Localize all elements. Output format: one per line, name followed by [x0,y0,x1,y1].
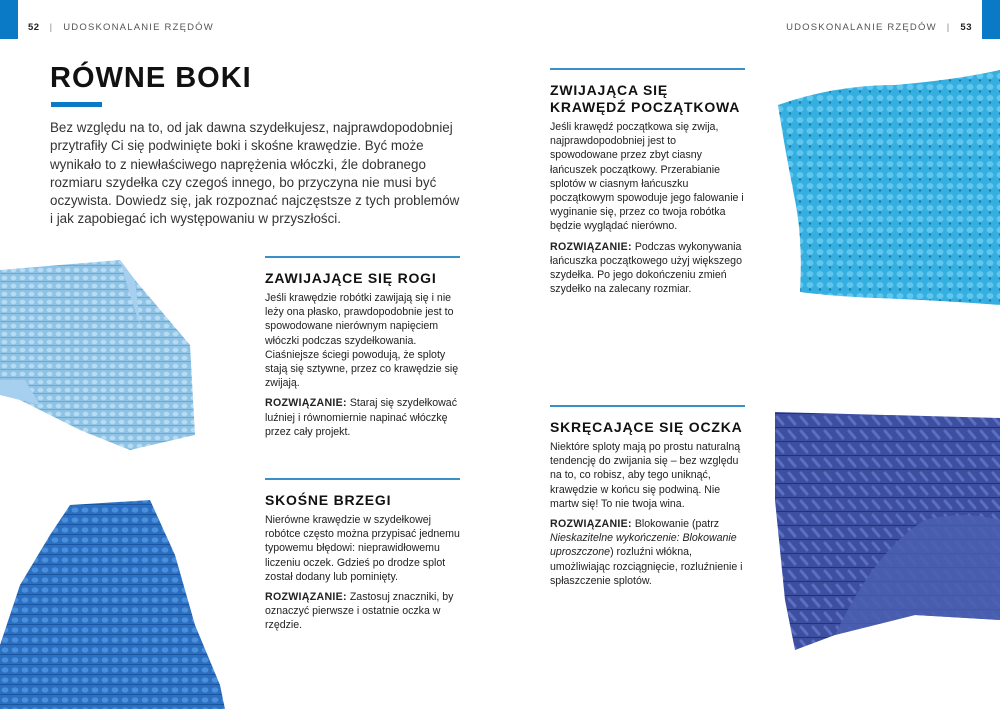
solution-label: ROZWIĄZANIE: [550,240,632,253]
solution-text-prefix: Blokowanie (patrz [634,518,720,531]
solution-paragraph [265,396,460,439]
section-curling-foundation-edge [550,68,745,302]
solution-text: Staraj się szydełkować luźniej i równomiernie napinać włóczkę przez cały projekt. [265,397,457,438]
section-curling-corners [265,256,460,445]
separator: | [946,22,951,33]
left-running-title: UDOSKONALANIE RZĘDÓW [63,22,214,33]
solution-label: ROZWIĄZANIE: [550,518,632,531]
section-body: Jeśli krawędzie robótki zawijają się i nie leży ona płasko, prawdopodobnie jest to spowodowane nierównym napięciem włóczki podczas szydełkowania. Ciaśniejsze ściegi powodują, że sploty stają się sztywne, przez co krawędzie się zwijają. [265,292,459,390]
solution-paragraph [550,517,745,588]
section-twisting-stitches [550,405,745,594]
section-rule [265,256,460,258]
section-rule [265,478,460,480]
light-blue-curling-corner-swatch [0,250,205,455]
right-running-head [786,22,972,33]
right-running-title: UDOSKONALANIE RZĘDÓW [786,22,937,33]
solution-label: ROZWIĄZANIE: [265,397,347,410]
title-underline [51,102,102,107]
navy-twisting-stitches-swatch [775,400,1000,655]
page-title: RÓWNE BOKI [50,62,252,94]
left-page-tab-marker [0,0,18,39]
section-body: Nierówne krawędzie w szydełkowej robótce często można przypisać jednemu typowemu błędowi: nieprawidłowemu liczeniu oczek. Gdzieś po drodze splot został dodany lub pominięty. [265,514,460,583]
section-heading: ZAWIJAJĄCE SIĘ ROGI [265,270,437,286]
section-body: Jeśli krawędź początkowa się zwija, najprawdopodobniej jest to spowodowane przez zbyt ciasny łańcuszek początkowy. Przerabianie splotów w ciasnym łańcuszku początkowym spowoduje jego falowanie i wyginanie się, przez co twoja robótka będzie wyglądać nierówno. [550,121,744,233]
solution-paragraph [265,590,460,633]
right-page [500,0,1000,709]
royal-blue-slanted-edge-swatch [0,495,230,709]
section-rule [550,68,745,70]
section-body: Niektóre sploty mają po prostu naturalną tendencję do zwijania się – bez względu na to, co robisz, aby tego uniknąć, krawędzie w końcu się podwiną. Nie martw się! To nie twoja wina. [550,441,741,510]
left-running-head [28,22,214,33]
section-heading: SKOŚNE BRZEGI [265,492,392,508]
intro-paragraph: Bez względu na to, od jak dawna szydełkujesz, najprawdopodobniej przytrafiły Ci się podwinięte boki i skośne krawędzie. Być może wynikało to z niewłaściwego naprężenia włóczki, źle dobranego rozmiaru szydełka czy czegoś innego, bo przyczyna nie musi być oczywista. Dowiedz się, jak rozpoznać najczęstsze z tych problemów i jak zapobiegać ich występowaniu w przyszłości. [50,120,460,227]
solution-paragraph [550,240,745,297]
section-rule [550,405,745,407]
turquoise-wavy-foundation-swatch [775,60,1000,305]
section-heading: ZWIJAJĄCA SIĘ KRAWĘDŹ POCZĄTKOWA [550,82,741,115]
solution-reference: Nieskazitelne wykończenie: Blokowanie uproszczone [550,532,737,559]
section-slanted-edges [265,478,460,639]
right-page-tab-marker [982,0,1000,39]
section-heading: SKRĘCAJĄCE SIĘ OCZKA [550,419,743,435]
solution-text: Podczas wykonywania łańcuszka początkowego użyj większego szydełka. Po jego dokończeniu zmień szydełko na zalecany rozmiar. [550,240,742,296]
left-page-number: 52 [28,22,40,33]
solution-text: Zastosuj znaczniki, by oznaczyć pierwsze i ostatnie oczka w rzędzie. [265,591,454,632]
right-page-number: 53 [960,22,972,33]
solution-text-suffix: ) rozluźni włókna, umożliwiając rozciągnięcie, rozluźnienie i spłaszczenie splotów. [550,546,743,587]
separator: | [49,22,54,33]
solution-label: ROZWIĄZANIE: [265,591,347,604]
